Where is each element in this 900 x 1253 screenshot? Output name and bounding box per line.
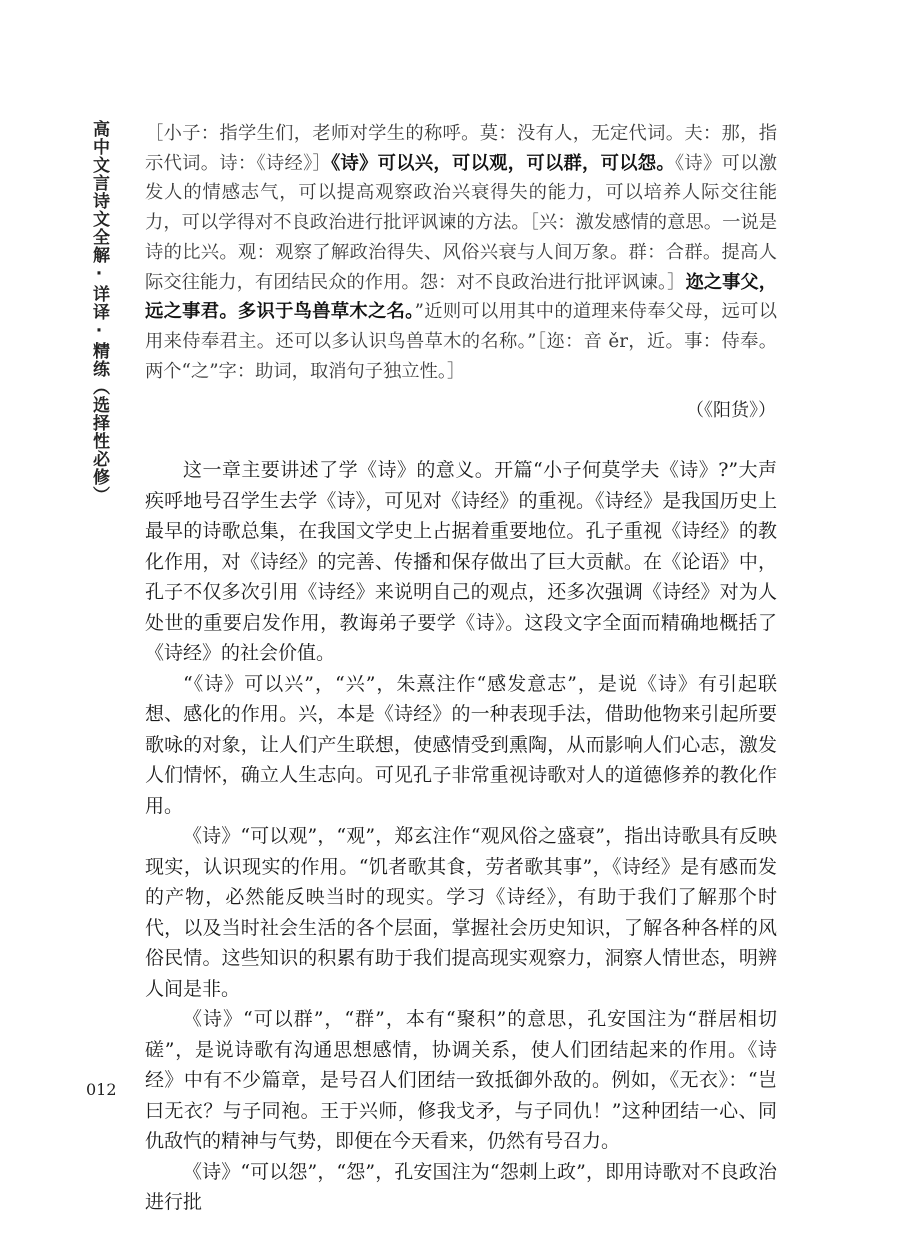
annotation-text: 《诗》可以激发人的情感志气，可以提高观察政治兴衰得失的能力，可以培养人际交往能力，可以学得对不良政治进行批评讽谏的方法。［兴：激发感情的意思。一说是诗的比兴。观：观察了解政治得失、风俗兴衰与人间万象。群：合群。提高人际交往能力，有团结民众的作用。怨：对不良政治进行批评讽谏。］ <box>145 152 778 293</box>
source-citation: （《阳货》） <box>686 400 776 421</box>
annotation-text: ［小子：指学生们，老师对学生的称呼。莫：没有人，无定代词。夫：那，指示代词。诗：《诗经》］ <box>145 123 777 174</box>
original-text-quote: 《诗》可以兴，可以观，可以群，可以怨。 <box>331 152 675 174</box>
annotation-block <box>145 119 777 386</box>
page-number: 012 <box>86 1080 117 1099</box>
commentary-paragraph: 《诗》“可以怨”，“怨”，孔安国注为“怨刺上政”，即用诗歌对不良政治进行批 <box>145 1160 777 1213</box>
commentary-paragraph: “《诗》可以兴”，“兴”，朱熹注作“感发意志”，是说《诗》有引起联想、感化的作用。兴，本是《诗经》的一种表现手法，借助他物来引起所要歌咏的对象，让人们产生联想，使感情受到熏陶，从而影响人们心志，激发人们情怀，确立人生志向。可见孔子非常重视诗歌对人的道德修养的教化作用。 <box>145 672 777 817</box>
commentary-block <box>145 455 777 1218</box>
annotation-text: ”近则可以用其中的道理来侍奉父母，远可以用来侍奉君主。还可以多认识鸟兽草木的名称。”［迩：音 ěr，近。事：侍奉。两个“之”字：助词，取消句子独立性。］ <box>145 301 777 382</box>
original-text-quote: 迩之事父，远之事君。多识于鸟兽草木之名。 <box>145 271 777 323</box>
commentary-paragraph: 《诗》“可以群”，“群”，本有“聚积”的意思，孔安国注为“群居相切磋”，是说诗歌有沟通思想感情，协调关系，使人们团结起来的作用。《诗经》中有不少篇章，是号召人们团结一致抵御外敌的。例如，《无衣》：“岂曰无衣？与子同袍。王于兴师，修我戈矛，与子同仇！”这种团结一心、同仇敌忾的精神与气势，即便在今天看来，仍然有号召力。 <box>145 1008 777 1152</box>
commentary-paragraph: 《诗》“可以观”，“观”，郑玄注作“观风俗之盛衰”，指出诗歌具有反映现实，认识现实的作用。“饥者歌其食，劳者歌其事”，《诗经》是有感而发的产物，必然能反映当时的现实。学习《诗经》，有助于我们了解那个时代，以及当时社会生活的各个层面，掌握社会历史知识，了解各种各样的风俗民情。这些知识的积累有助于我们提高现实观察力，洞察人情世态，明辨人间是非。 <box>145 825 777 1000</box>
book-title: 高中文言诗文全解·详译·精练（选择性必修） <box>89 120 109 504</box>
annotation-paragraph <box>145 119 777 386</box>
commentary-paragraph: 这一章主要讲述了学《诗》的意义。开篇“小子何莫学夫《诗》?”大声疾呼地号召学生去学《诗》，可见对《诗经》的重视。《诗经》是我国历史上最早的诗歌总集，在我国文学史上占据着重要地位。孔子重视《诗经》的教化作用，对《诗经》的完善、传播和保存做出了巨大贡献。在《论语》中，孔子不仅多次引用《诗经》来说明自己的观点，还多次强调《诗经》对为人处世的重要启发作用，教诲弟子要学《诗》。这段文字全面而精确地概括了《诗经》的社会价值。 <box>145 459 777 664</box>
